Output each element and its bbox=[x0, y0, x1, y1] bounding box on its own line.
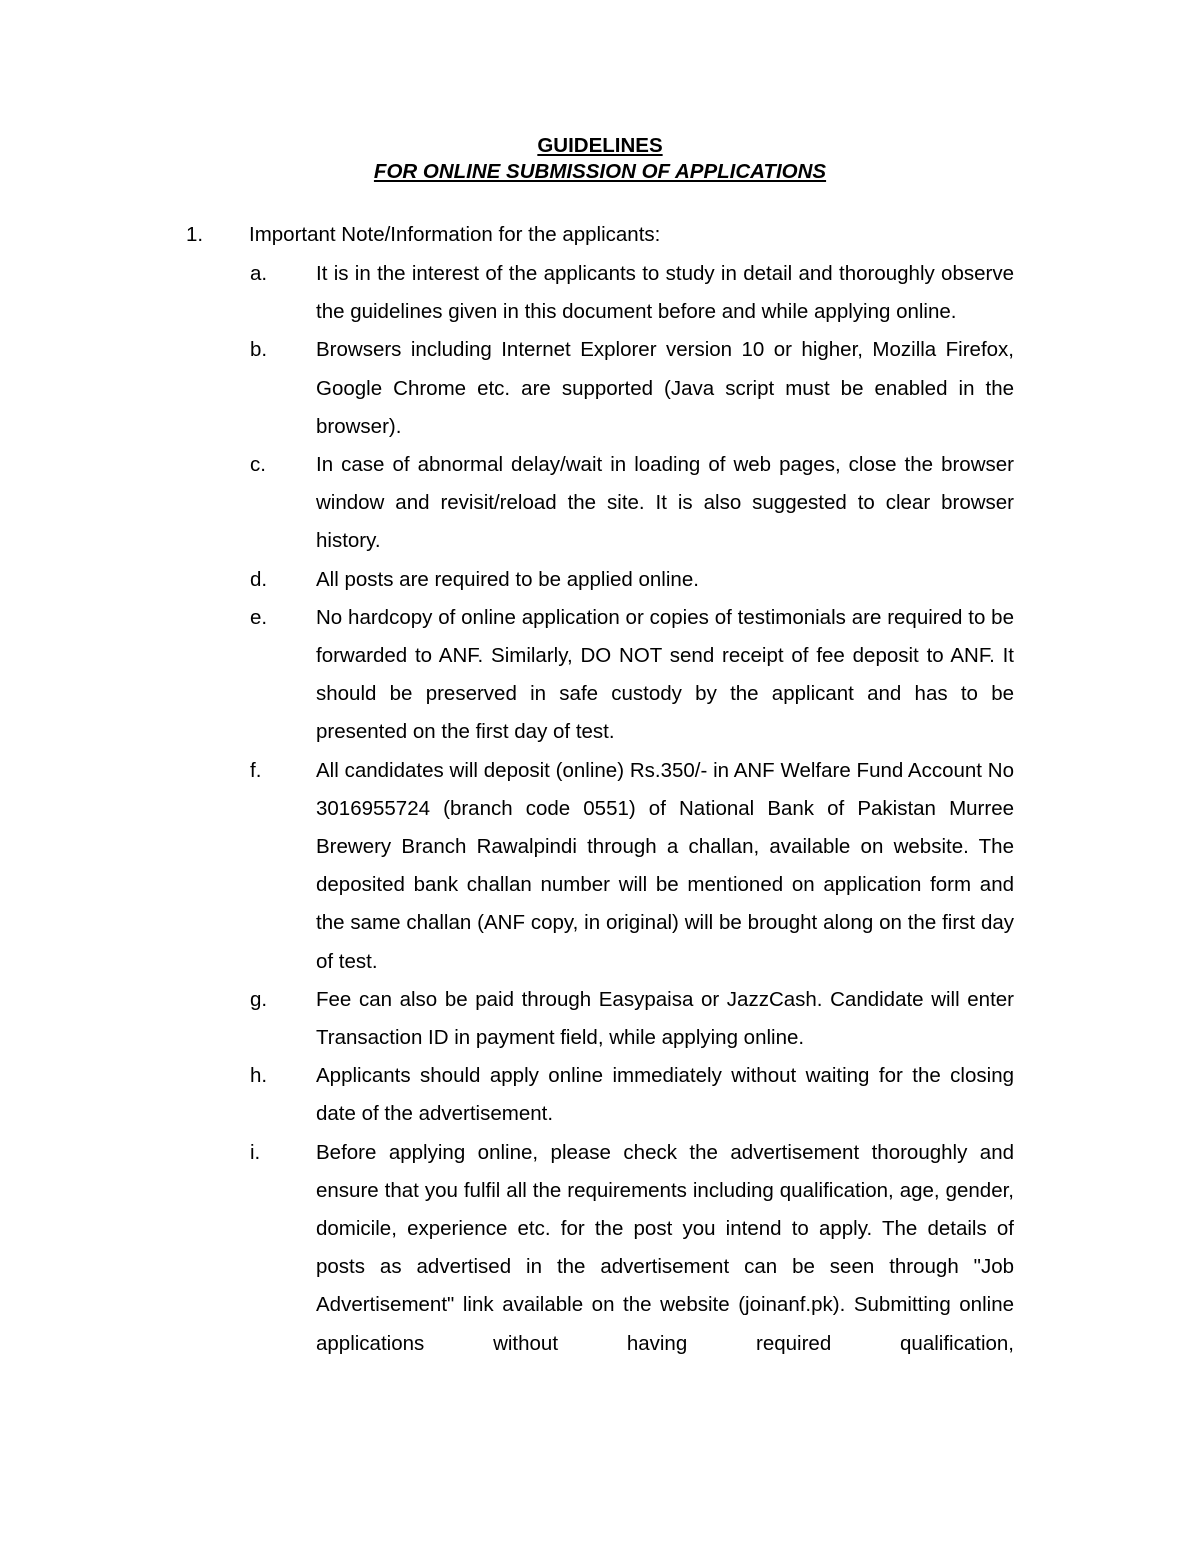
document-subtitle: FOR ONLINE SUBMISSION OF APPLICATIONS bbox=[373, 160, 827, 183]
item-letter: f. bbox=[250, 758, 262, 782]
item-text: Fee can also be paid through Easypaisa or JazzCash. Candidate will enter Transaction ID in payment field, while applying online. bbox=[316, 987, 1014, 1050]
item-letter: i. bbox=[250, 1140, 261, 1164]
item-letter: e. bbox=[250, 605, 268, 629]
item-letter: d. bbox=[250, 567, 268, 591]
guideline-item-f bbox=[0, 752, 1200, 981]
guideline-item-b bbox=[0, 331, 1200, 446]
document-title: GUIDELINES bbox=[537, 134, 663, 157]
guideline-item-g bbox=[0, 981, 1200, 1057]
item-letter: a. bbox=[250, 262, 268, 285]
section-number: 1. bbox=[186, 223, 204, 246]
guideline-item-h bbox=[0, 1057, 1200, 1133]
item-letter: b. bbox=[250, 338, 268, 362]
section-heading: Important Note/Information for the applicants: bbox=[249, 223, 661, 246]
item-text: Before applying online, please check the advertisement thoroughly and ensure that you fulfil all the requirements including qualification, age, gender, domicile, experience etc. for the post you intend to apply. The details of posts as advertised in the advertisement can be seen through "Job Advertisement" link available on the website (joinanf.pk). Submitting online applications without having required qualification, bbox=[316, 1140, 1014, 1355]
item-text: All candidates will deposit (online) Rs.350/- in ANF Welfare Fund Account No 3016955724 (branch code 0551) of National Bank of Pakistan Murree Brewery Branch Rawalpindi through a challan, available on website. The deposited bank challan number will be mentioned on application form and the same challan (ANF copy, in original) will be brought along on the first day of test. bbox=[316, 758, 1014, 973]
item-text: Applicants should apply online immediately without waiting for the closing date of the advertisement. bbox=[316, 1064, 1014, 1126]
guideline-item-c bbox=[0, 446, 1200, 561]
guideline-item-e bbox=[0, 599, 1200, 752]
item-letter: c. bbox=[250, 453, 266, 477]
item-text: No hardcopy of online application or copies of testimonials are required to be forwarded to ANF. Similarly, DO NOT send receipt of fee deposit to ANF. It should be preserved in safe custody by the applicant and has to be presented on the first day of test. bbox=[316, 605, 1014, 744]
guideline-item-a bbox=[0, 255, 1200, 331]
guideline-item-d bbox=[0, 561, 1200, 599]
item-text: It is in the interest of the applicants to study in detail and thoroughly observe the guidelines given in this document before and while applying online. bbox=[316, 262, 1014, 324]
item-letter: g. bbox=[250, 987, 268, 1011]
guideline-list bbox=[0, 255, 1200, 1363]
item-text: Browsers including Internet Explorer version 10 or higher, Mozilla Firefox, Google Chrome etc. are supported (Java script must be enabled in the browser). bbox=[316, 338, 1014, 438]
item-letter: h. bbox=[250, 1064, 268, 1088]
item-text: All posts are required to be applied online. bbox=[316, 567, 699, 591]
guideline-item-i bbox=[0, 1134, 1200, 1363]
item-text: In case of abnormal delay/wait in loading of web pages, close the browser window and revisit/reload the site. It is also suggested to clear browser history. bbox=[316, 453, 1014, 553]
